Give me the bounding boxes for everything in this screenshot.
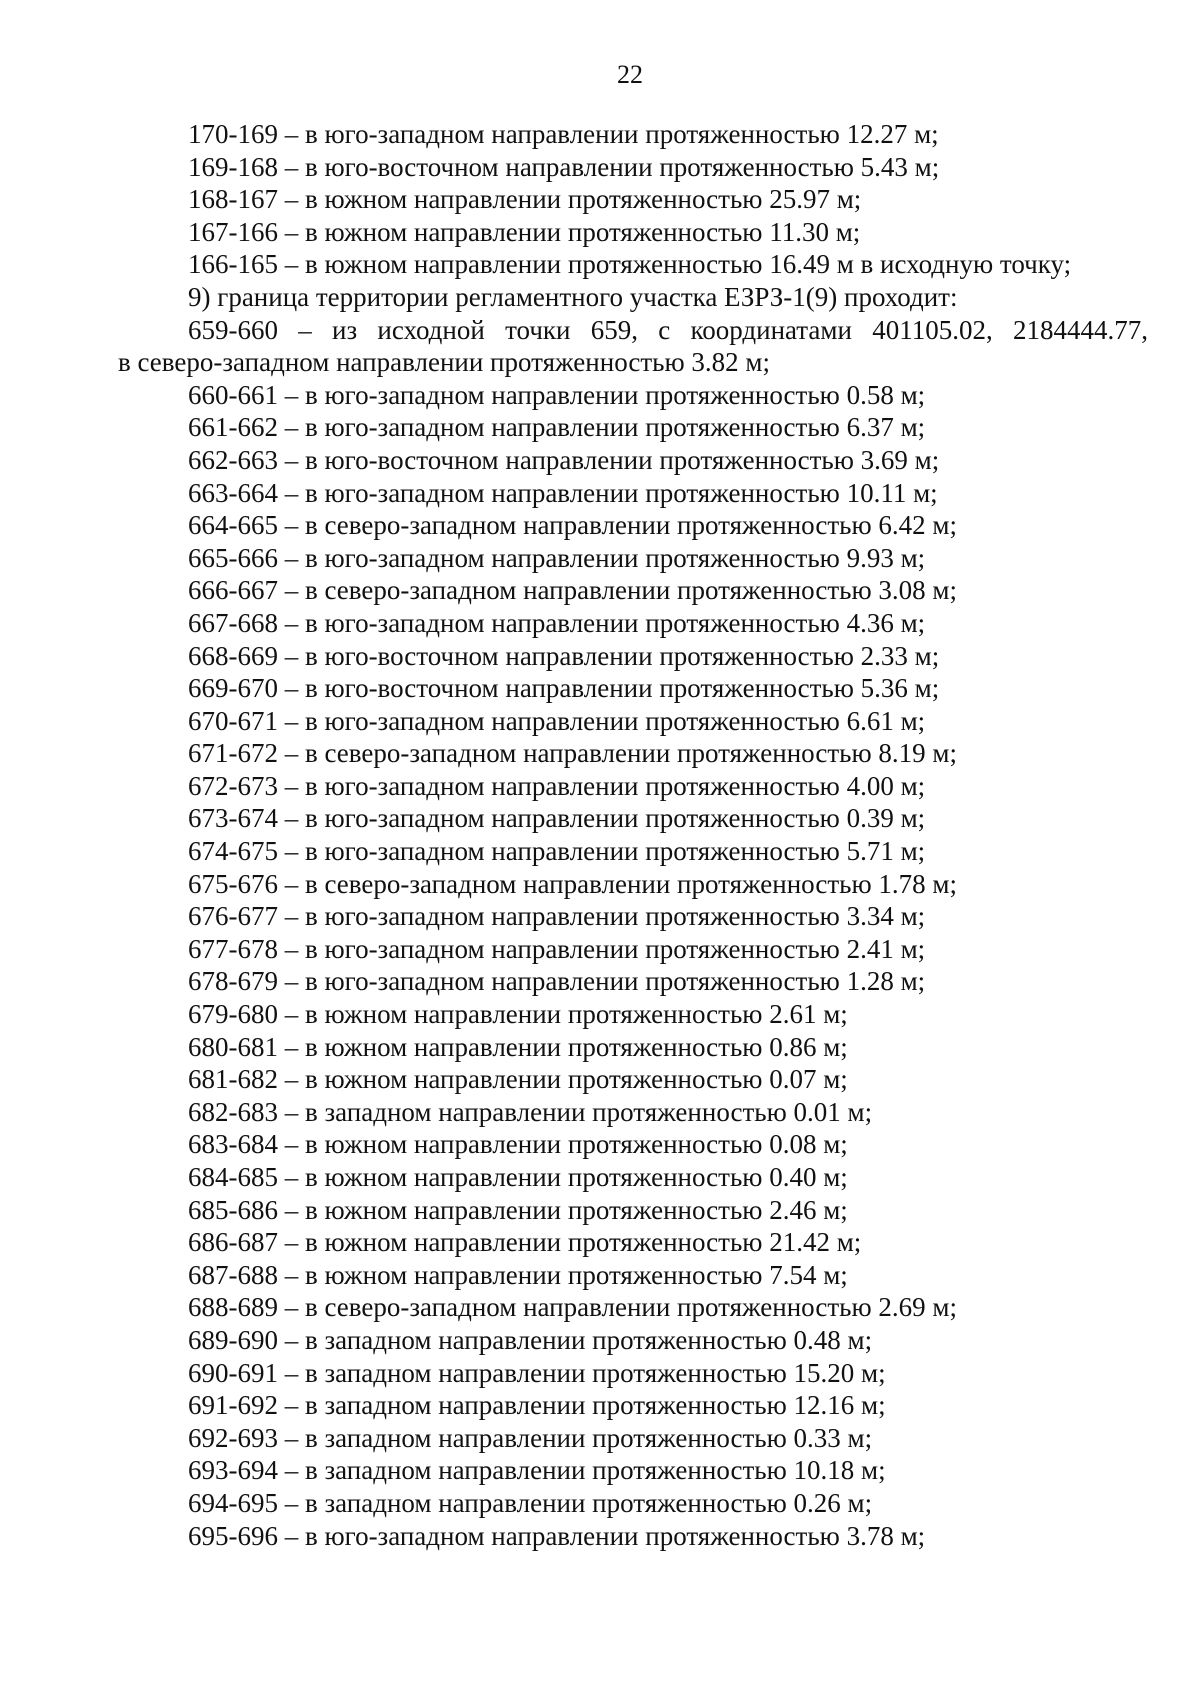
segment-line: 675-676 – в северо-западном направлении протяженностью 1.78 м;: [188, 868, 957, 899]
segment-line: 663-664 – в юго-западном направлении протяженностью 10.11 м;: [188, 477, 938, 508]
page-number: 22: [617, 60, 643, 89]
segment-line: 693-694 – в западном направлении протяженностью 10.18 м;: [188, 1455, 886, 1486]
segment-line: 676-677 – в юго-западном направлении протяженностью 3.34 м;: [188, 901, 926, 932]
text-line: 170-169 – в юго-западном направлении протяженностью 12.27 м;: [188, 119, 939, 149]
text-line: 168-167 – в южном направлении протяженностью 25.97 м;: [188, 184, 862, 215]
segment-line: 681-682 – в южном направлении протяженностью 0.07 м;: [188, 1064, 848, 1095]
segment-line: 677-678 – в юго-западном направлении протяженностью 2.41 м;: [188, 933, 926, 964]
segment-line: 662-663 – в юго-восточном направлении протяженностью 3.69 м;: [188, 444, 940, 475]
segment-line: 673-674 – в юго-западном направлении протяженностью 0.39 м;: [188, 803, 926, 834]
segment-line: 683-684 – в южном направлении протяженностью 0.08 м;: [188, 1129, 848, 1160]
segment-line: 678-679 – в юго-западном направлении протяженностью 1.28 м;: [188, 966, 926, 997]
text-line: 167-166 – в южном направлении протяженностью 11.30 м;: [188, 216, 861, 247]
segment-line: 684-685 – в южном направлении протяженностью 0.40 м;: [188, 1162, 848, 1192]
segment-line: 680-681 – в южном направлении протяженностью 0.86 м;: [188, 1031, 848, 1062]
segment-line: 661-662 – в юго-западном направлении протяженностью 6.37 м;: [188, 412, 926, 443]
text-line: 166-165 – в южном направлении протяженностью 16.49 м в исходную точку;: [188, 249, 1072, 280]
segment-line: 671-672 – в северо-западном направлении протяженностью 8.19 м;: [188, 738, 957, 769]
segment-line: 666-667 – в северо-западном направлении протяженностью 3.08 м;: [188, 575, 957, 606]
segment-line: 669-670 – в юго-восточном направлении протяженностью 5.36 м;: [188, 673, 940, 704]
segment-line: 674-675 – в юго-западном направлении протяженностью 5.71 м;: [188, 836, 926, 867]
segment-line: 695-696 – в юго-западном направлении протяженностью 3.78 м;: [188, 1520, 926, 1551]
start-point-continuation: в северо-западном направлении протяженностью 3.82 м;: [118, 347, 770, 378]
document-body: [118, 118, 1148, 1552]
segment-line: 665-666 – в юго-западном направлении протяженностью 9.93 м;: [188, 542, 926, 573]
text-line: 169-168 – в юго-восточном направлении протяженностью 5.43 м;: [188, 151, 940, 182]
segment-line: 689-690 – в западном направлении протяженностью 0.48 м;: [188, 1324, 873, 1355]
segment-line: 690-691 – в западном направлении протяженностью 15.20 м;: [188, 1357, 886, 1388]
section-heading: 9) граница территории регламентного участка ЕЗРЗ-1(9) проходит:: [188, 281, 958, 312]
segment-line: 667-668 – в юго-западном направлении протяженностью 4.36 м;: [188, 607, 926, 638]
segment-line: 694-695 – в западном направлении протяженностью 0.26 м;: [188, 1487, 873, 1518]
segment-line: 685-686 – в южном направлении протяженностью 2.46 м;: [188, 1194, 848, 1225]
segment-line: 692-693 – в западном направлении протяженностью 0.33 м;: [188, 1422, 873, 1453]
segment-line: 679-680 – в южном направлении протяженностью 2.61 м;: [188, 999, 848, 1030]
segment-line: 682-683 – в западном направлении протяженностью 0.01 м;: [188, 1096, 873, 1127]
segment-line: 687-688 – в южном направлении протяженностью 7.54 м;: [188, 1259, 848, 1290]
segment-line: 664-665 – в северо-западном направлении протяженностью 6.42 м;: [188, 510, 957, 541]
start-point-line: 659-660 – из исходной точки 659, с координатами 401105.02, 2184444.77,: [188, 314, 1148, 345]
segment-line: 688-689 – в северо-западном направлении протяженностью 2.69 м;: [188, 1292, 957, 1323]
segment-line: 660-661 – в юго-западном направлении протяженностью 0.58 м;: [188, 379, 926, 410]
segment-line: 670-671 – в юго-западном направлении протяженностью 6.61 м;: [188, 705, 926, 736]
segment-line: 686-687 – в южном направлении протяженностью 21.42 м;: [188, 1227, 862, 1258]
segment-line: 668-669 – в юго-восточном направлении протяженностью 2.33 м;: [188, 640, 940, 671]
segment-line: 691-692 – в западном направлении протяженностью 12.16 м;: [188, 1390, 886, 1421]
segment-line: 672-673 – в юго-западном направлении протяженностью 4.00 м;: [188, 770, 926, 801]
